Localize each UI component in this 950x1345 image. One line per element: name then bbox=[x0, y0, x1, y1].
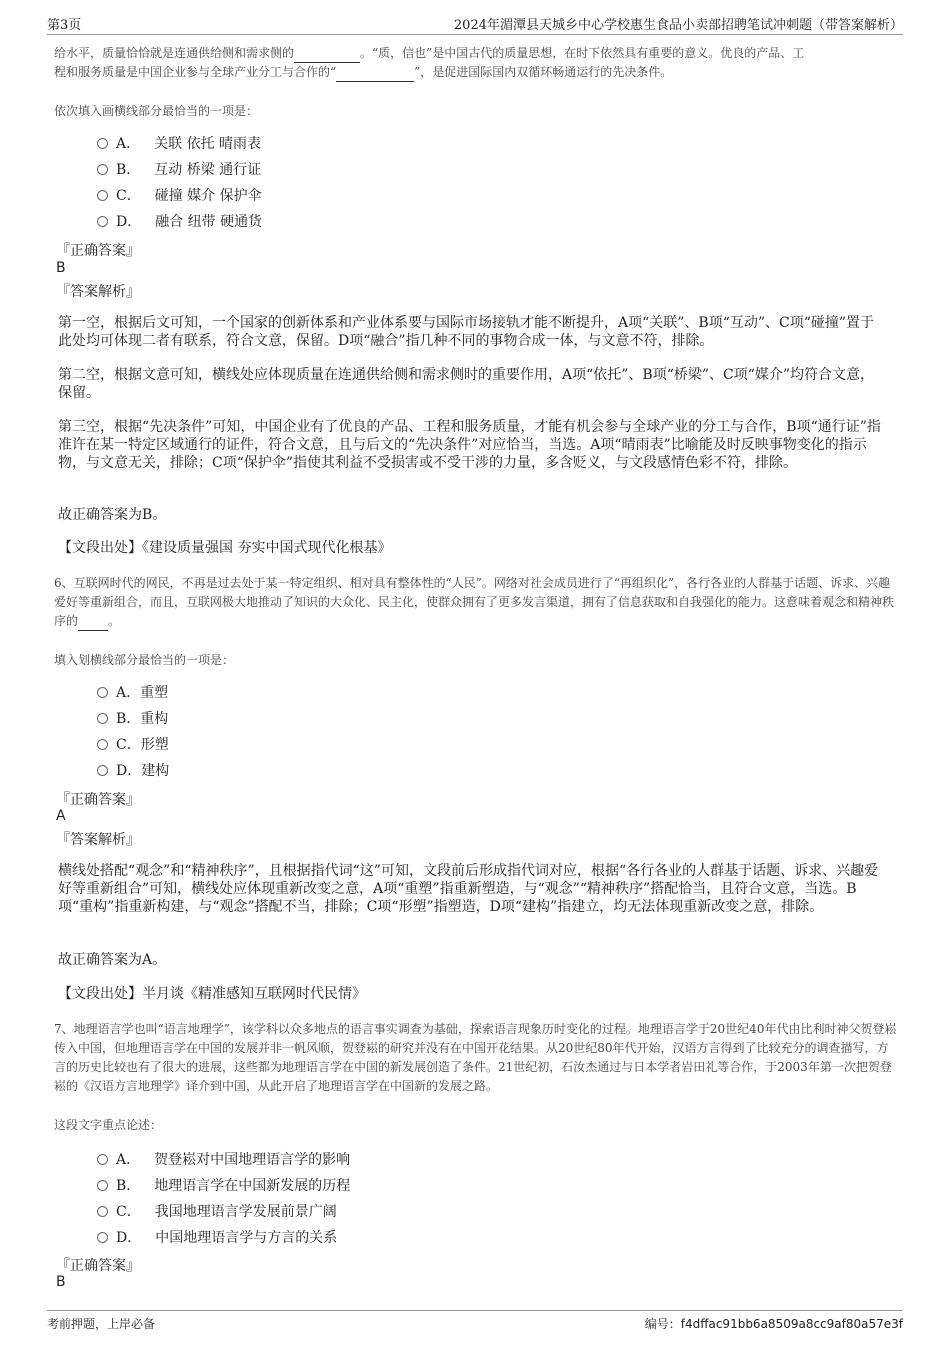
q5-explanation-3: 第三空，根据“先决条件”可知，中国企业有了优良的产品、工程和服务质量，才能有机会参与全球产业的分工与合作，B项“通行证”指准许在某一特定区域通行的证件，符合文意，且与后文的“先决条件”对应恰当，当选。A项“晴雨表”比喻能及时反映事物变化的指示物，与文意无关，排除；C项“保护伞”指使其利益不受损害或不受干涉的力量，多含贬义，与文段感情色彩不符，排除。 bbox=[58, 419, 881, 471]
q5-conclusion: 故正确答案为B。 bbox=[58, 507, 167, 523]
radio-icon[interactable] bbox=[97, 164, 108, 175]
q5-answer: B bbox=[56, 260, 66, 276]
document-title: 2024年湄潭县天城乡中心学校惠生食品小卖部招聘笔试冲刺题（带答案解析） bbox=[453, 18, 903, 33]
q6-source: 【文段出处】半月谈《精准感知互联网时代民情》 bbox=[58, 986, 366, 1002]
page-header bbox=[47, 14, 903, 35]
q5-explanation-2: 第二空，根据文意可知，横线处应体现质量在连通供给侧和需求侧时的重要作用，A项“依托”、B项“桥梁”、C项“媒介”均符合文意，保留。 bbox=[58, 367, 875, 401]
radio-icon[interactable] bbox=[97, 190, 108, 201]
q6-prompt: 填入划横线部分最恰当的一项是： bbox=[54, 653, 235, 667]
blank-2 bbox=[336, 81, 414, 82]
q6-analysis-label: 『答案解析』 bbox=[56, 832, 140, 848]
q5-explanation-1: 第一空，根据后文可知，一个国家的创新体系和产业体系要与国际市场接轨才能不断提升，A项“关联”、B项“互动”、C项“碰撞”置于此处均可体现二者有联系，符合文意，保留。D项“融合”指几种不同的事物合成一体，与文意不符，排除。 bbox=[58, 315, 875, 349]
radio-icon[interactable] bbox=[97, 687, 108, 698]
q7-option-b[interactable]: B． 地理语言学在中国新发展的历程 bbox=[97, 1176, 350, 1196]
q6-stem: 6、互联网时代的网民，不再是过去处于某一特定组织、相对具有整体性的“人民”。网络对社会成员进行了“再组织化”，各行各业的人群基于话题、诉求、兴趣爱好等重新组合，而且，互联网极大地推动了知识的大众化、民主化，使群众拥有了更多发言渠道，拥有了信息获取和自我强化的能力。这意味着观念和精神秩序的 。 bbox=[54, 574, 899, 631]
radio-icon[interactable] bbox=[97, 713, 108, 724]
q7-prompt: 这段文字重点论述： bbox=[54, 1118, 163, 1132]
blank-3 bbox=[78, 630, 108, 631]
q7-answer-label: 『正确答案』 bbox=[56, 1258, 140, 1274]
q6-conclusion: 故正确答案为A。 bbox=[58, 952, 167, 968]
q5-option-c[interactable]: C． 碰撞 媒介 保护伞 bbox=[97, 186, 262, 206]
radio-icon[interactable] bbox=[97, 739, 108, 750]
q5-option-b[interactable]: B． 互动 桥梁 通行证 bbox=[97, 160, 261, 180]
q6-answer: A bbox=[56, 808, 66, 824]
q7-option-c[interactable]: C． 我国地理语言学发展前景广阔 bbox=[97, 1202, 337, 1222]
q6-option-d[interactable]: D．建构 bbox=[97, 761, 169, 781]
q5-analysis-label: 『答案解析』 bbox=[56, 284, 140, 300]
blank-1 bbox=[294, 62, 360, 63]
q6-option-c[interactable]: C．形塑 bbox=[97, 735, 169, 755]
q6-explanation: 横线处搭配“观念”和“精神秩序”，且根据指代词“这”可知，文段前后形成指代词对应，根据“各行各业的人群基于话题、诉求、兴趣爱好等重新组合”可知，横线处应体现重新改变之意，A项“重塑”指重新塑造，与“观念”“精神秩序”搭配恰当，且符合文意，当选。B项“重构”指重新构建，与“观念”搭配不当，排除；C项“形塑”指塑造，D项“建构”指建立，均无法体现重新改变之意，排除。 bbox=[58, 863, 879, 915]
page-number: 第3页 bbox=[47, 18, 82, 33]
q6-answer-label: 『正确答案』 bbox=[56, 792, 140, 808]
q5-answer-label: 『正确答案』 bbox=[56, 243, 140, 259]
q5-prompt: 依次填入画横线部分最恰当的一项是： bbox=[54, 104, 259, 118]
document-id: 编号：f4dffac91bb6a8509a8cc9af80a57e3f bbox=[644, 1317, 903, 1331]
q6-option-a[interactable]: A．重塑 bbox=[97, 683, 168, 703]
q5-stem: 给水平，质量恰恰就是连通供给侧和需求侧的 。“质，信也”是中国古代的质量思想，在时下依然具有重要的意义。优良的产品、工 程和服务质量是中国企业参与全球产业分工与合作的“ ”，是促进国际国内双循环畅通运行的先决条件。 bbox=[54, 44, 899, 82]
radio-icon[interactable] bbox=[97, 216, 108, 227]
q5-option-a[interactable]: A． 关联 依托 晴雨表 bbox=[97, 134, 261, 154]
q7-option-a[interactable]: A． 贺登崧对中国地理语言学的影响 bbox=[97, 1150, 350, 1170]
q5-source: 【文段出处】《建设质量强国 夯实中国式现代化根基》 bbox=[58, 540, 392, 556]
q5-option-d[interactable]: D． 融合 纽带 硬通货 bbox=[97, 212, 262, 232]
radio-icon[interactable] bbox=[97, 1232, 108, 1243]
page-footer bbox=[47, 1310, 903, 1331]
radio-icon[interactable] bbox=[97, 1206, 108, 1217]
radio-icon[interactable] bbox=[97, 1180, 108, 1191]
q7-option-d[interactable]: D． 中国地理语言学与方言的关系 bbox=[97, 1228, 337, 1248]
footer-slogan: 考前押题，上岸必备 bbox=[47, 1317, 156, 1331]
radio-icon[interactable] bbox=[97, 1154, 108, 1165]
q6-option-b[interactable]: B．重构 bbox=[97, 709, 168, 729]
radio-icon[interactable] bbox=[97, 138, 108, 149]
radio-icon[interactable] bbox=[97, 765, 108, 776]
q7-answer: B bbox=[56, 1274, 66, 1290]
q7-stem: 7、地理语言学也叫“语言地理学”，该学科以众多地点的语言事实调查为基础，探索语言现象历时变化的过程。地理语言学于20世纪40年代由比利时神父贺登崧传入中国，但地理语言学在中国的发展并非一帆风顺，贺登崧的研究并没有在中国开花结果。从20世纪80年代开始，汉语方言得到了比较充分的调查描写，方言的历史比较也有了很大的进展，这些都为地理语言学在中国的新发展创造了条件。21世纪初，石汝杰通过与日本学者岩田礼等合作，于2003年第一次把贺登崧的《汉语方言地理学》译介到中国，从此开启了地理语言学在中国新的发展之路。 bbox=[54, 1022, 897, 1093]
